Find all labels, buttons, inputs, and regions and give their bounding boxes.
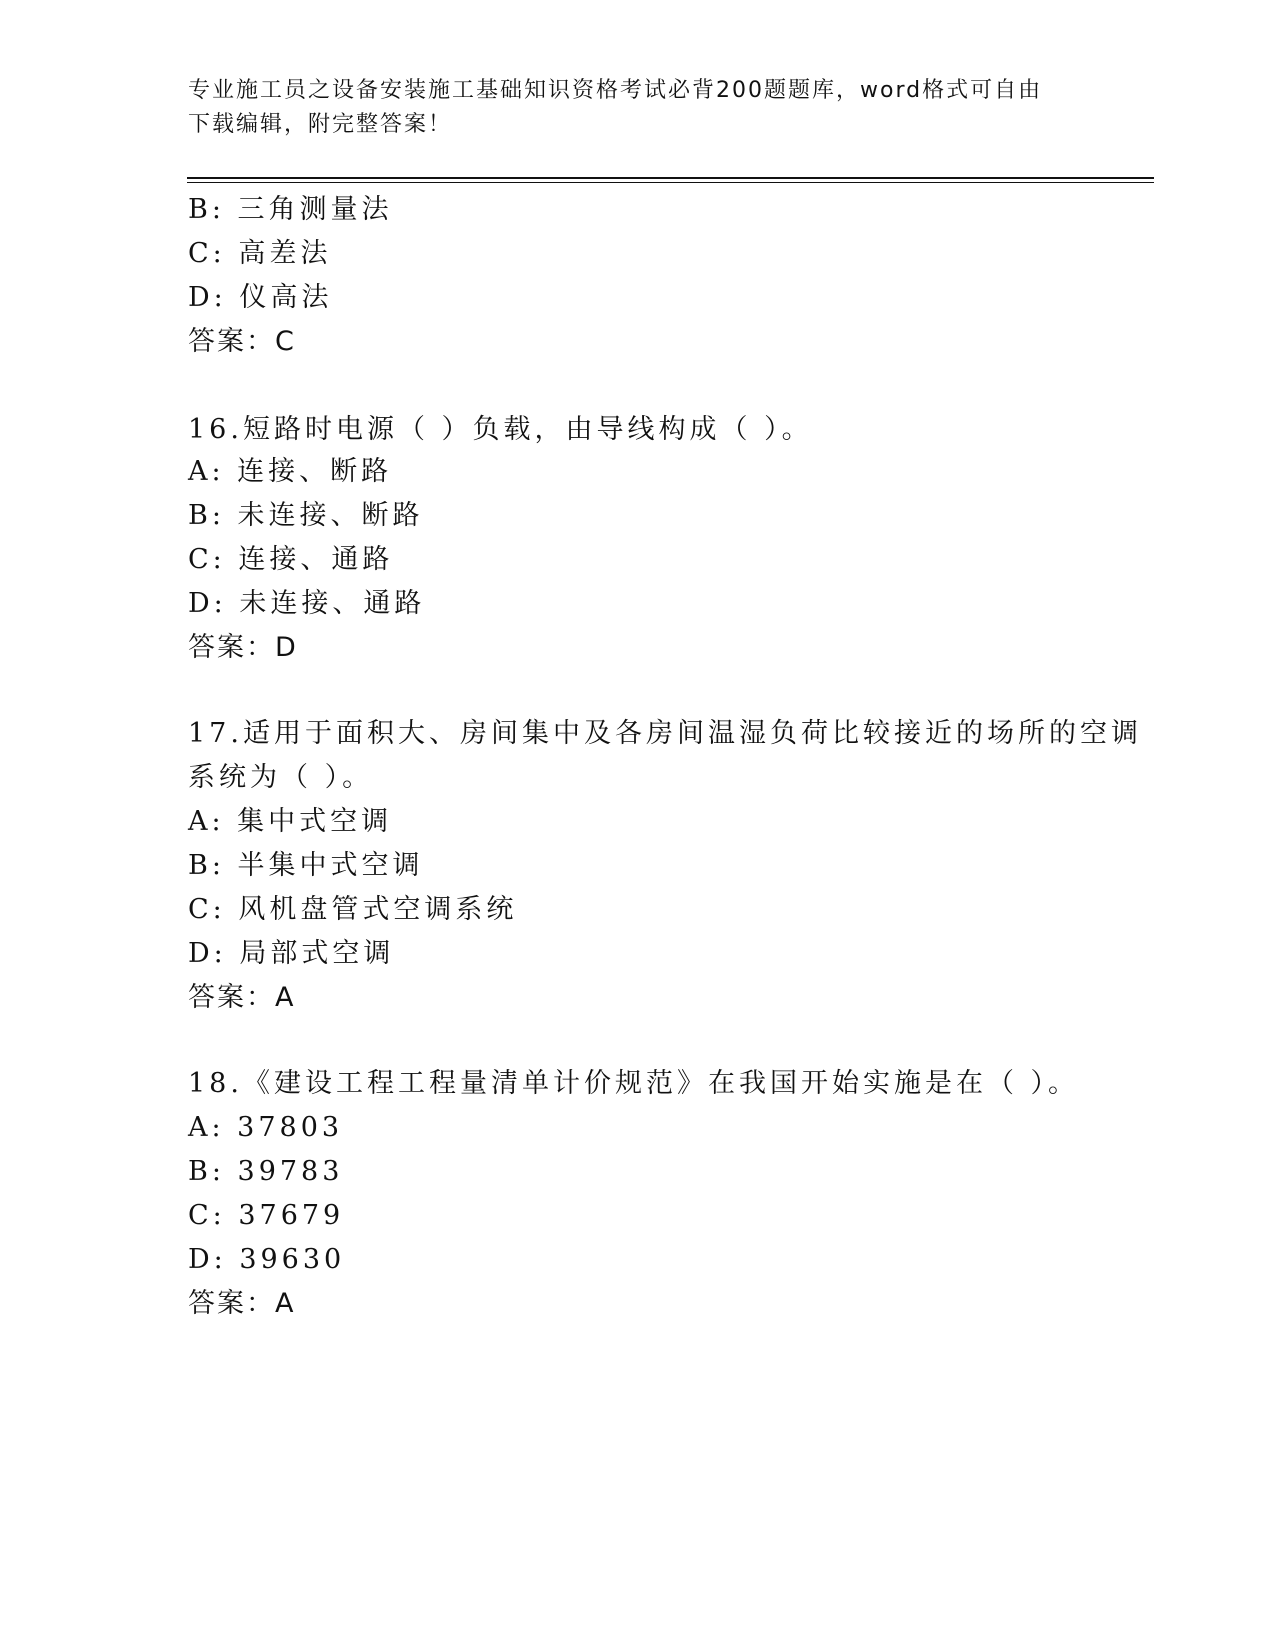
q17-answer: 答案：A — [188, 982, 296, 1013]
q16-answer: 答案：D — [188, 632, 298, 663]
q17-option-a: A: 集中式空调 — [188, 806, 393, 837]
header-line-2: 下载编辑，附完整答案！ — [188, 112, 453, 137]
q16-option-b: B: 未连接、断路 — [188, 500, 424, 531]
q17-stem-line-1: 17.适用于面积大、房间集中及各房间温湿负荷比较接近的场所的空调 — [188, 718, 1142, 749]
q16-option-d: D: 未连接、通路 — [188, 588, 426, 619]
q17-option-d: D: 局部式空调 — [188, 938, 395, 969]
q16-option-a: A: 连接、断路 — [188, 456, 393, 487]
q15-answer: 答案：C — [188, 326, 296, 357]
q15-option-d: D: 仪高法 — [188, 282, 333, 313]
q16-stem: 16.短路时电源（ ）负载，由导线构成（ ）。 — [188, 414, 813, 445]
q18-answer: 答案：A — [188, 1288, 296, 1319]
q18-option-a: A: 37803 — [188, 1112, 344, 1143]
header-divider-thick — [187, 177, 1154, 179]
q18-option-b: B: 39783 — [188, 1156, 344, 1187]
q18-option-c: C: 37679 — [188, 1200, 345, 1231]
q15-option-c: C: 高差法 — [188, 238, 332, 269]
q17-option-c: C: 风机盘管式空调系统 — [188, 894, 518, 925]
q17-stem-line-2: 系统为（ ）。 — [188, 762, 374, 793]
header-divider-thin — [187, 182, 1154, 183]
q18-option-d: D: 39630 — [188, 1244, 346, 1275]
q17-option-b: B: 半集中式空调 — [188, 850, 424, 881]
header-line-1: 专业施工员之设备安装施工基础知识资格考试必背200题题库，word格式可自由 — [188, 78, 1043, 103]
q15-option-b: B: 三角测量法 — [188, 194, 393, 225]
document-header — [188, 74, 1088, 142]
q18-stem: 18.《建设工程工程量清单计价规范》在我国开始实施是在（ ）。 — [188, 1068, 1080, 1099]
q16-option-c: C: 连接、通路 — [188, 544, 394, 575]
